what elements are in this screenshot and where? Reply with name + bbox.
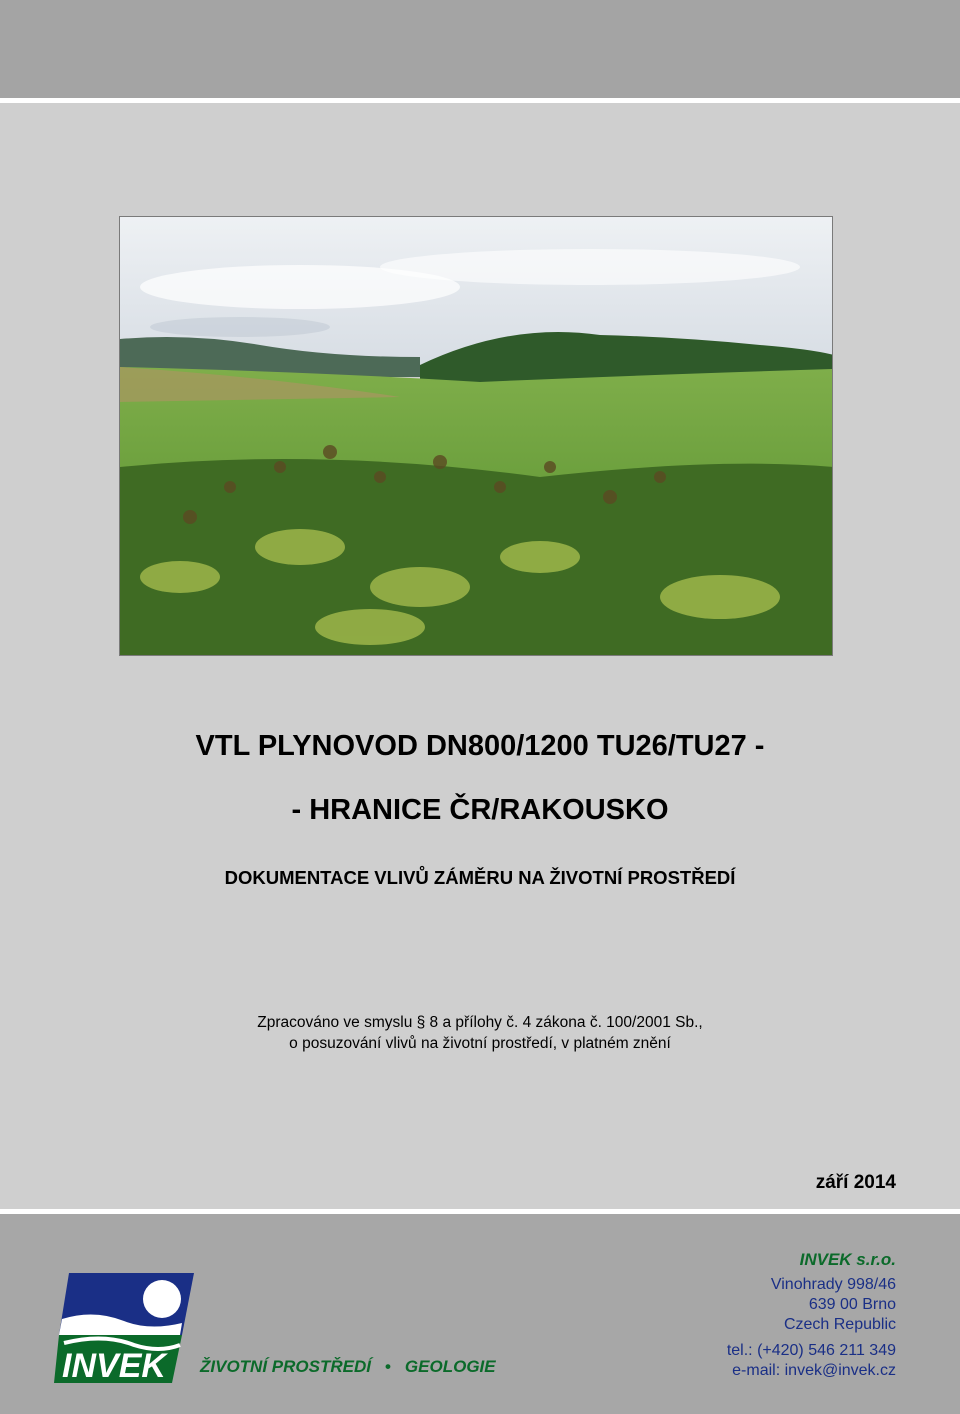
document-title-line1: VTL PLYNOVOD DN800/1200 TU26/TU27 - bbox=[195, 730, 765, 762]
document-title-line2: - HRANICE ČR/RAKOUSKO bbox=[291, 794, 669, 826]
cover-landscape-photo bbox=[119, 216, 833, 656]
address-city: 639 00 Brno bbox=[808, 1296, 896, 1313]
header-band bbox=[0, 0, 960, 98]
logo-wordmark: INVEK bbox=[62, 1347, 166, 1383]
invek-logo bbox=[54, 1273, 194, 1383]
legal-note-line1: Zpracováno ve smyslu § 8 a přílohy č. 4 zákona č. 100/2001 Sb., bbox=[257, 1014, 703, 1031]
tagline-geology: GEOLOGIE bbox=[404, 1357, 496, 1376]
company-name: INVEK s.r.o. bbox=[799, 1250, 896, 1269]
legal-note-line2: o posuzování vlivů na životní prostředí, v platném znění bbox=[289, 1035, 671, 1052]
contact-email: e-mail: invek@invek.cz bbox=[732, 1362, 896, 1379]
tagline-separator: • bbox=[384, 1357, 391, 1376]
document-date: září 2014 bbox=[815, 1172, 896, 1193]
address-street: Vinohrady 998/46 bbox=[770, 1276, 896, 1293]
tagline-environment: ŽIVOTNÍ PROSTŘEDÍ bbox=[200, 1357, 371, 1376]
contact-phone: tel.: (+420) 546 211 349 bbox=[726, 1342, 896, 1359]
address-country: Czech Republic bbox=[783, 1316, 896, 1333]
document-subtitle: DOKUMENTACE VLIVŮ ZÁMĚRU NA ŽIVOTNÍ PROSTŘEDÍ bbox=[224, 867, 736, 888]
company-tagline bbox=[200, 1357, 496, 1377]
